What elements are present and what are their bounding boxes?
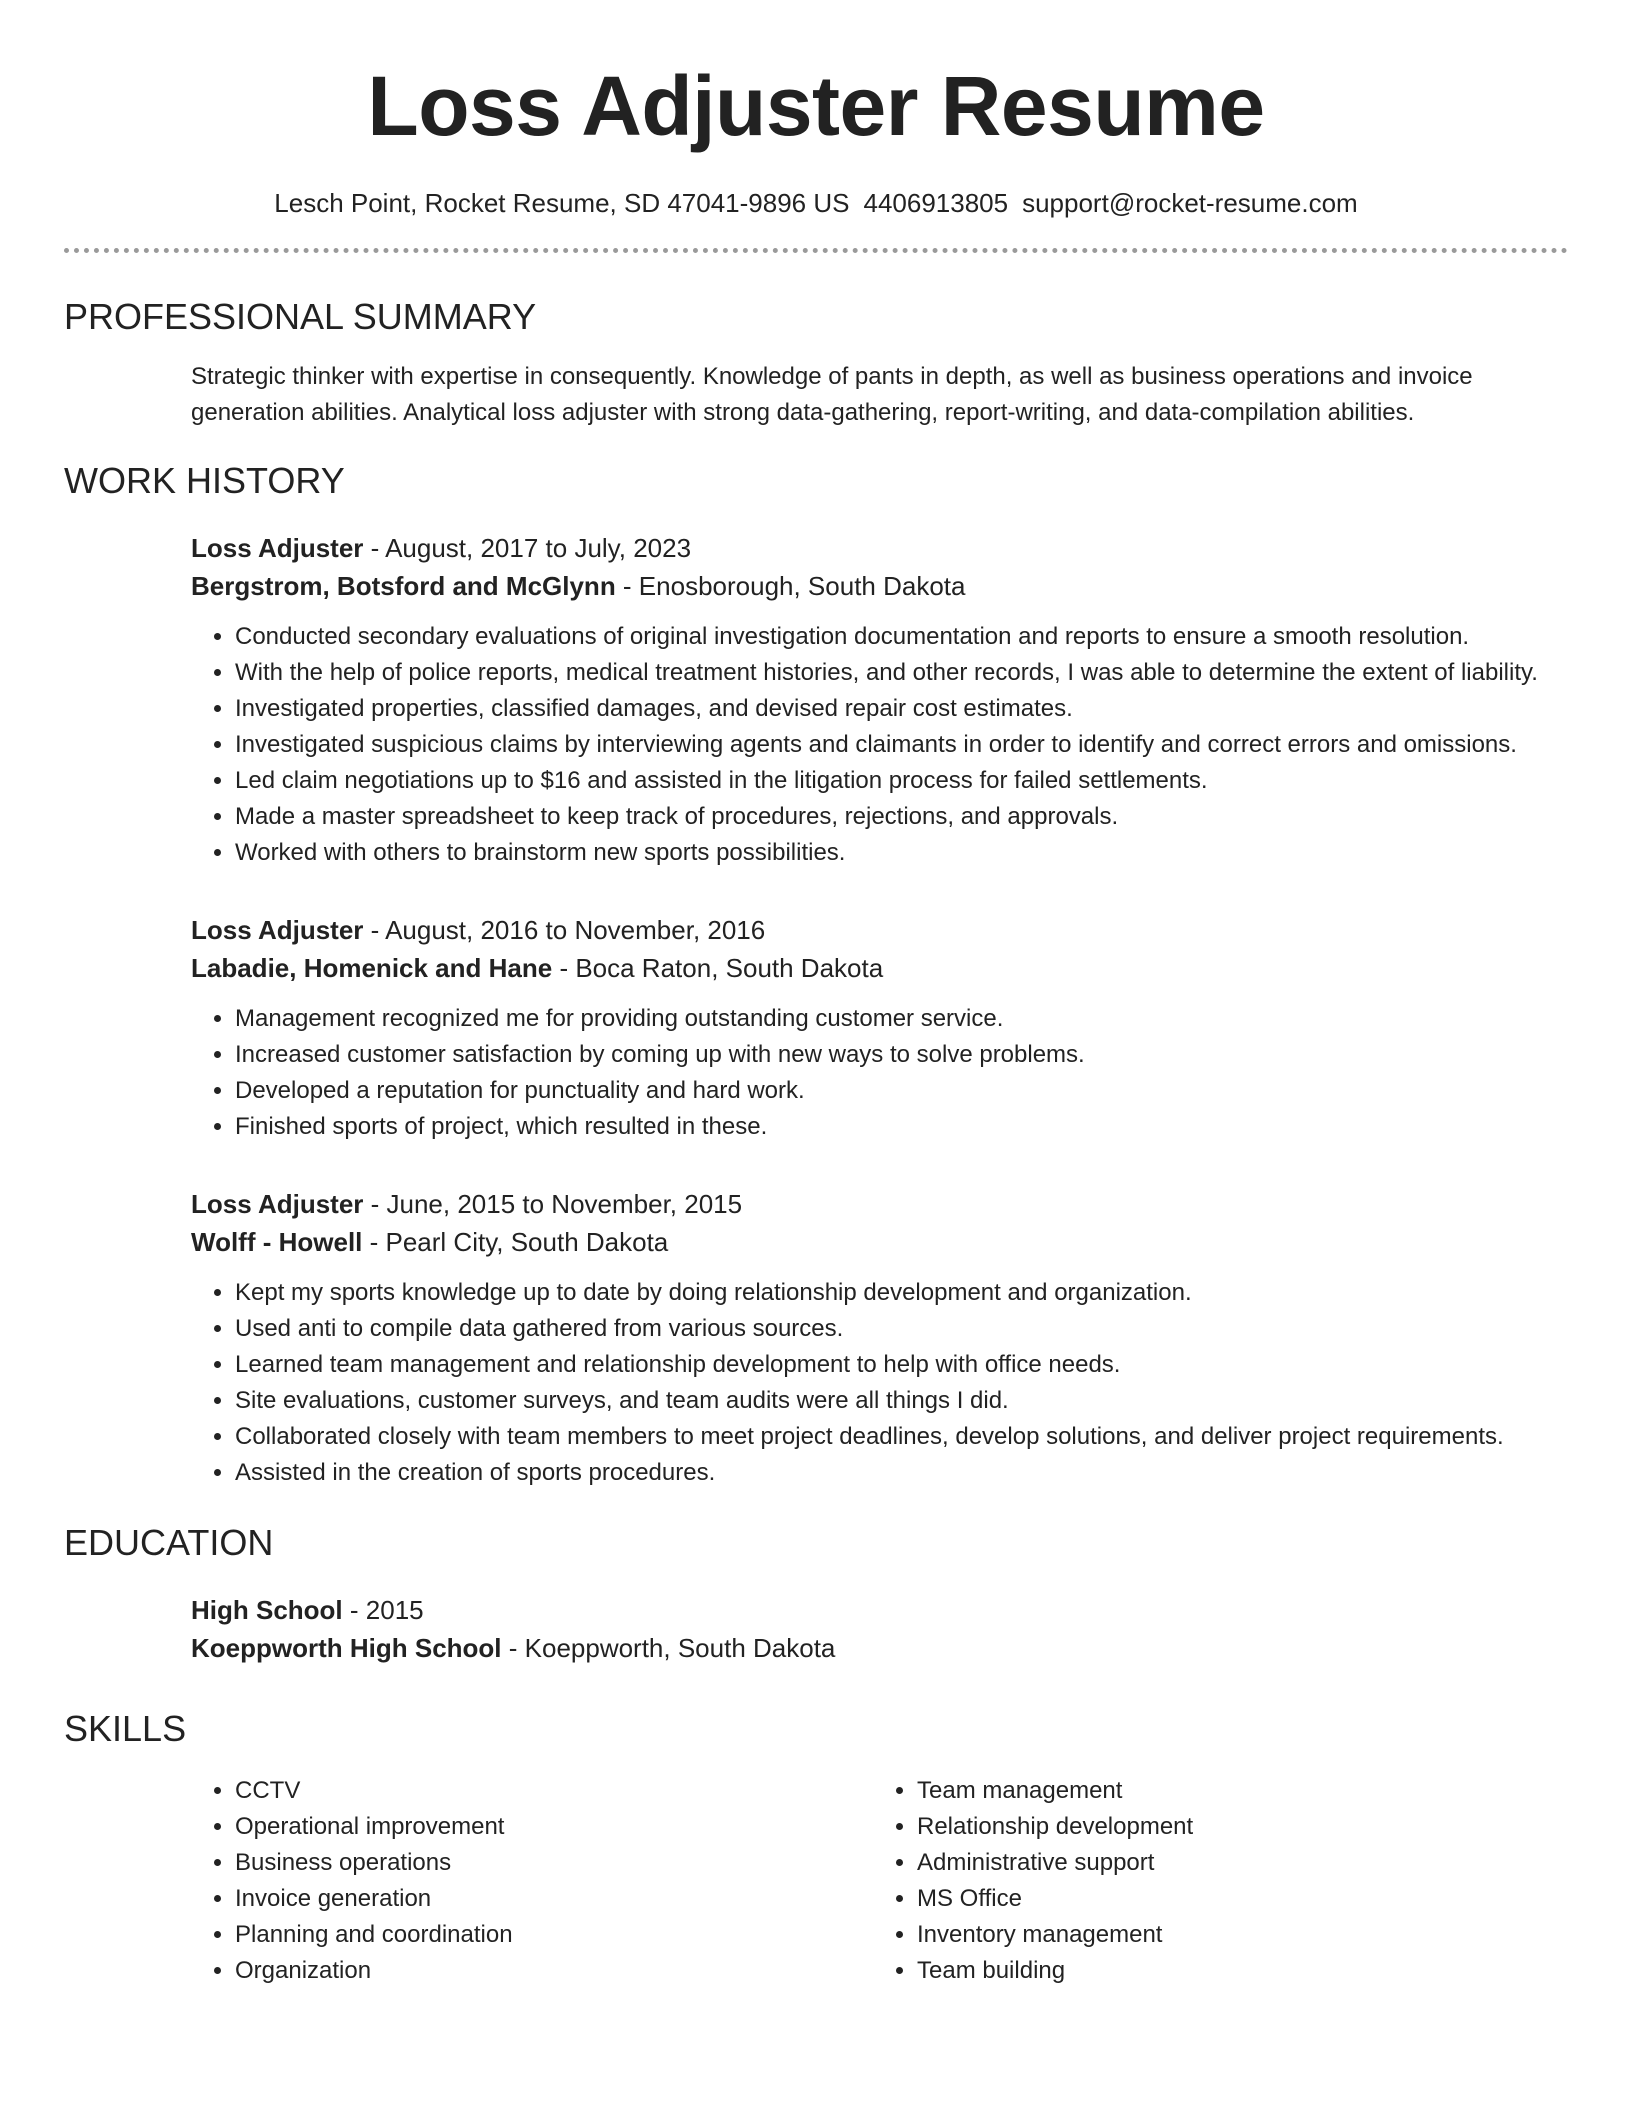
section-title-skills: SKILLS (64, 1708, 187, 1749)
job-bullets (191, 1275, 1568, 1491)
job-title-line (191, 911, 1568, 949)
education-degree-line (191, 1591, 1568, 1629)
section-title-summary: PROFESSIONAL SUMMARY (64, 296, 537, 337)
job-bullet: • With the help of police reports, medical treatment histories, and other records, I was able to determine the extent of liability. (235, 655, 1568, 691)
education-school: Koeppworth High School (191, 1633, 502, 1663)
job-bullet: • Kept my sports knowledge up to date by doing relationship development and organization. (235, 1275, 1568, 1311)
job-role: Loss Adjuster (191, 533, 364, 563)
job-bullet: • Worked with others to brainstorm new sports possibilities. (235, 835, 1568, 871)
education-school-line (191, 1629, 1568, 1667)
education-location: - Koeppworth, South Dakota (501, 1633, 836, 1663)
skill-item: • CCTV (235, 1773, 873, 1809)
job-location: - Enosborough, South Dakota (615, 571, 966, 601)
skill-item: • Relationship development (917, 1809, 1555, 1845)
skill-item: • Team building (917, 1953, 1555, 1989)
job-entry (191, 1185, 1568, 1491)
skills-section (64, 1707, 1568, 1989)
skill-item: • Planning and coordination (235, 1917, 873, 1953)
section-title-education: EDUCATION (64, 1522, 274, 1563)
skill-item: • Administrative support (917, 1845, 1555, 1881)
skill-item: • Operational improvement (235, 1809, 873, 1845)
job-bullet: • Led claim negotiations up to $16 and assisted in the litigation process for failed settlements. (235, 763, 1568, 799)
job-title-line (191, 1185, 1568, 1223)
job-bullet: • Finished sports of project, which resulted in these. (235, 1109, 1568, 1145)
job-bullets (191, 1001, 1568, 1145)
job-role: Loss Adjuster (191, 915, 364, 945)
skills-column-left (191, 1773, 873, 1989)
work-history-body (191, 529, 1568, 1491)
job-bullet: • Management recognized me for providing outstanding customer service. (235, 1001, 1568, 1037)
resume-title: Loss Adjuster Resume (367, 59, 1265, 153)
job-company-line (191, 949, 1568, 987)
job-dates: - August, 2016 to November, 2016 (363, 915, 766, 945)
education-year: - 2015 (342, 1595, 424, 1625)
skills-grid (191, 1773, 1568, 1989)
job-dates: - August, 2017 to July, 2023 (363, 533, 692, 563)
contact-phone: 4406913805 (863, 188, 1009, 218)
job-bullet: • Learned team management and relationship development to help with office needs. (235, 1347, 1568, 1383)
job-role: Loss Adjuster (191, 1189, 364, 1219)
job-bullets (191, 619, 1568, 871)
education-body (191, 1591, 1568, 1667)
job-bullet: • Developed a reputation for punctuality and hard work. (235, 1073, 1568, 1109)
contact-address: Lesch Point, Rocket Resume, SD 47041-9896 US (274, 188, 850, 218)
skill-item: • Inventory management (917, 1917, 1555, 1953)
job-bullet: • Increased customer satisfaction by coming up with new ways to solve problems. (235, 1037, 1568, 1073)
job-company-line (191, 1223, 1568, 1261)
job-bullet: • Site evaluations, customer surveys, and team audits were all things I did. (235, 1383, 1568, 1419)
job-title-line (191, 529, 1568, 567)
header-divider (64, 248, 1568, 253)
job-company: Wolff - Howell (191, 1227, 363, 1257)
skill-item: • MS Office (917, 1881, 1555, 1917)
job-bullet: • Made a master spreadsheet to keep track of procedures, rejections, and approvals. (235, 799, 1568, 835)
job-bullet: • Used anti to compile data gathered from various sources. (235, 1311, 1568, 1347)
skill-item: • Invoice generation (235, 1881, 873, 1917)
skill-item: • Business operations (235, 1845, 873, 1881)
job-bullet: • Investigated suspicious claims by interviewing agents and claimants in order to identify and correct errors and omissions. (235, 727, 1568, 763)
job-entry (191, 529, 1568, 871)
skill-item: • Team management (917, 1773, 1555, 1809)
job-bullet: • Investigated properties, classified damages, and devised repair cost estimates. (235, 691, 1568, 727)
job-bullet: • Conducted secondary evaluations of original investigation documentation and reports to ensure a smooth resolution. (235, 619, 1568, 655)
job-company-line (191, 567, 1568, 605)
contact-line (64, 186, 1568, 220)
work-history-section (64, 459, 1568, 1491)
job-company: Bergstrom, Botsford and McGlynn (191, 571, 616, 601)
job-location: - Boca Raton, South Dakota (552, 953, 884, 983)
professional-summary-section (64, 295, 1568, 431)
job-location: - Pearl City, South Dakota (362, 1227, 669, 1257)
summary-text: Strategic thinker with expertise in consequently. Knowledge of pants in depth, as well as business operations and invoice generation abilities. Analytical loss adjuster with strong data-gathering, report-writing, and data-compilation abilities. (191, 363, 1473, 426)
job-bullet: • Assisted in the creation of sports procedures. (235, 1455, 1568, 1491)
section-title-work-history: WORK HISTORY (64, 460, 345, 501)
summary-body (191, 359, 1568, 431)
skill-item: • Organization (235, 1953, 873, 1989)
skills-column-right (873, 1773, 1555, 1989)
job-entry (191, 911, 1568, 1145)
contact-email: support@rocket-resume.com (1022, 188, 1358, 218)
education-degree: High School (191, 1595, 343, 1625)
education-section (64, 1521, 1568, 1667)
job-company: Labadie, Homenick and Hane (191, 953, 553, 983)
job-bullet: • Collaborated closely with team members to meet project deadlines, develop solutions, and deliver project requirements. (235, 1419, 1568, 1455)
job-dates: - June, 2015 to November, 2015 (363, 1189, 743, 1219)
